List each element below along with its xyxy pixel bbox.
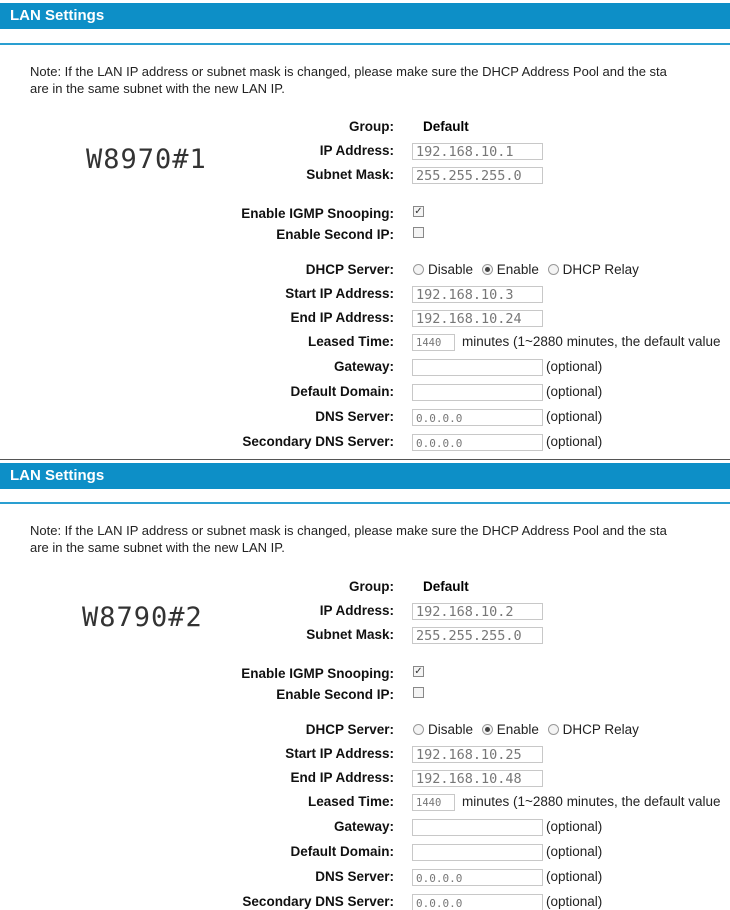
leased-time-hint: minutes (1~2880 minutes, the default value bbox=[462, 794, 721, 809]
secondary-dns-input[interactable]: 0.0.0.0 bbox=[412, 894, 543, 910]
dhcp-server-label: DHCP Server: bbox=[305, 722, 394, 737]
igmp-snooping-checkbox[interactable]: ✓ bbox=[414, 206, 423, 217]
start-ip-label: Start IP Address: bbox=[285, 286, 394, 301]
default-domain-input[interactable] bbox=[412, 844, 543, 861]
dns-server-input[interactable]: 0.0.0.0 bbox=[412, 869, 543, 886]
radio-icon[interactable] bbox=[548, 264, 559, 275]
leased-time-hint: minutes (1~2880 minutes, the default value bbox=[462, 334, 721, 349]
leased-time-input[interactable]: 1440 bbox=[412, 794, 455, 811]
note-line-2: are in the same subnet with the new LAN IP. bbox=[30, 540, 285, 555]
end-ip-label: End IP Address: bbox=[290, 770, 394, 785]
default-domain-optional: (optional) bbox=[546, 844, 603, 859]
subnet-mask-input[interactable]: 255.255.255.0 bbox=[412, 167, 543, 184]
section-title: LAN Settings bbox=[10, 7, 105, 24]
radio-icon[interactable] bbox=[413, 724, 424, 735]
second-ip-checkbox[interactable] bbox=[413, 227, 424, 238]
dhcp-disable-text: Disable bbox=[428, 722, 474, 737]
radio-icon[interactable] bbox=[413, 264, 424, 275]
gateway-input[interactable] bbox=[412, 359, 543, 376]
second-ip-label: Enable Second IP: bbox=[276, 687, 394, 702]
group-value: Default bbox=[423, 579, 469, 594]
leased-time-label: Leased Time: bbox=[307, 334, 394, 349]
secondary-dns-label: Secondary DNS Server: bbox=[242, 894, 394, 909]
gateway-label: Gateway: bbox=[333, 359, 394, 374]
default-domain-optional: (optional) bbox=[546, 384, 603, 399]
start-ip-input[interactable]: 192.168.10.25 bbox=[412, 746, 543, 763]
igmp-snooping-checkbox[interactable]: ✓ bbox=[414, 666, 423, 677]
ip-address-input[interactable]: 192.168.10.1 bbox=[412, 143, 543, 160]
second-ip-label: Enable Second IP: bbox=[276, 227, 394, 242]
igmp-snooping-label: Enable IGMP Snooping: bbox=[241, 666, 394, 681]
dhcp-server-radio-group bbox=[413, 262, 644, 277]
secondary-dns-label: Secondary DNS Server: bbox=[242, 434, 394, 449]
default-domain-input[interactable] bbox=[412, 384, 543, 401]
secondary-dns-optional: (optional) bbox=[546, 434, 603, 449]
dns-server-label: DNS Server: bbox=[315, 409, 394, 424]
note-line-1: Note: If the LAN IP address or subnet mask is changed, please make sure the DHCP Address Pool and the sta bbox=[30, 523, 667, 538]
dhcp-disable-option[interactable] bbox=[413, 262, 473, 277]
leased-time-label: Leased Time: bbox=[307, 794, 394, 809]
dhcp-enable-text: Enable bbox=[496, 262, 539, 277]
radio-selected-icon[interactable] bbox=[482, 724, 493, 735]
dns-server-input[interactable]: 0.0.0.0 bbox=[412, 409, 543, 426]
gateway-input[interactable] bbox=[412, 819, 543, 836]
ip-address-input[interactable]: 192.168.10.2 bbox=[412, 603, 543, 620]
gateway-label: Gateway: bbox=[333, 819, 394, 834]
default-domain-label: Default Domain: bbox=[290, 384, 394, 399]
dhcp-relay-text: DHCP Relay bbox=[562, 262, 639, 277]
section-title: LAN Settings bbox=[10, 467, 105, 484]
dhcp-enable-option[interactable] bbox=[482, 722, 539, 737]
gateway-optional: (optional) bbox=[546, 359, 603, 374]
subnet-mask-label: Subnet Mask: bbox=[306, 167, 394, 182]
note-line-2: are in the same subnet with the new LAN IP. bbox=[30, 81, 285, 96]
dns-server-label: DNS Server: bbox=[315, 869, 394, 884]
handwritten-label: W8790#2 bbox=[82, 602, 203, 633]
gateway-optional: (optional) bbox=[546, 819, 603, 834]
section-header bbox=[0, 463, 730, 489]
note-text bbox=[30, 63, 730, 97]
group-label: Group: bbox=[349, 119, 394, 134]
group-value: Default bbox=[423, 119, 469, 134]
dhcp-disable-text: Disable bbox=[428, 262, 474, 277]
end-ip-input[interactable]: 192.168.10.48 bbox=[412, 770, 543, 787]
section-header bbox=[0, 3, 730, 29]
radio-selected-icon[interactable] bbox=[482, 264, 493, 275]
dhcp-server-label: DHCP Server: bbox=[305, 262, 394, 277]
secondary-dns-input[interactable]: 0.0.0.0 bbox=[412, 434, 543, 451]
dhcp-relay-option[interactable] bbox=[548, 722, 639, 737]
leased-time-input[interactable]: 1440 bbox=[412, 334, 455, 351]
start-ip-label: Start IP Address: bbox=[285, 746, 394, 761]
dhcp-disable-option[interactable] bbox=[413, 722, 473, 737]
header-rule bbox=[0, 502, 730, 504]
dhcp-server-radio-group bbox=[413, 722, 644, 737]
end-ip-input[interactable]: 192.168.10.24 bbox=[412, 310, 543, 327]
header-rule bbox=[0, 43, 730, 45]
default-domain-label: Default Domain: bbox=[290, 844, 394, 859]
dhcp-relay-text: DHCP Relay bbox=[562, 722, 639, 737]
dns-server-optional: (optional) bbox=[546, 869, 603, 884]
second-ip-checkbox[interactable] bbox=[413, 687, 424, 698]
handwritten-label: W8970#1 bbox=[86, 144, 207, 175]
dhcp-relay-option[interactable] bbox=[548, 262, 639, 277]
secondary-dns-optional: (optional) bbox=[546, 894, 603, 909]
dhcp-enable-option[interactable] bbox=[482, 262, 539, 277]
radio-icon[interactable] bbox=[548, 724, 559, 735]
end-ip-label: End IP Address: bbox=[290, 310, 394, 325]
start-ip-input[interactable]: 192.168.10.3 bbox=[412, 286, 543, 303]
igmp-snooping-label: Enable IGMP Snooping: bbox=[241, 206, 394, 221]
ip-address-label: IP Address: bbox=[319, 603, 394, 618]
subnet-mask-input[interactable]: 255.255.255.0 bbox=[412, 627, 543, 644]
dns-server-optional: (optional) bbox=[546, 409, 603, 424]
subnet-mask-label: Subnet Mask: bbox=[306, 627, 394, 642]
note-text bbox=[30, 522, 730, 556]
dhcp-enable-text: Enable bbox=[496, 722, 539, 737]
note-line-1: Note: If the LAN IP address or subnet mask is changed, please make sure the DHCP Address Pool and the sta bbox=[30, 64, 667, 79]
ip-address-label: IP Address: bbox=[319, 143, 394, 158]
lan-settings-panel-2 bbox=[0, 459, 730, 910]
group-label: Group: bbox=[349, 579, 394, 594]
